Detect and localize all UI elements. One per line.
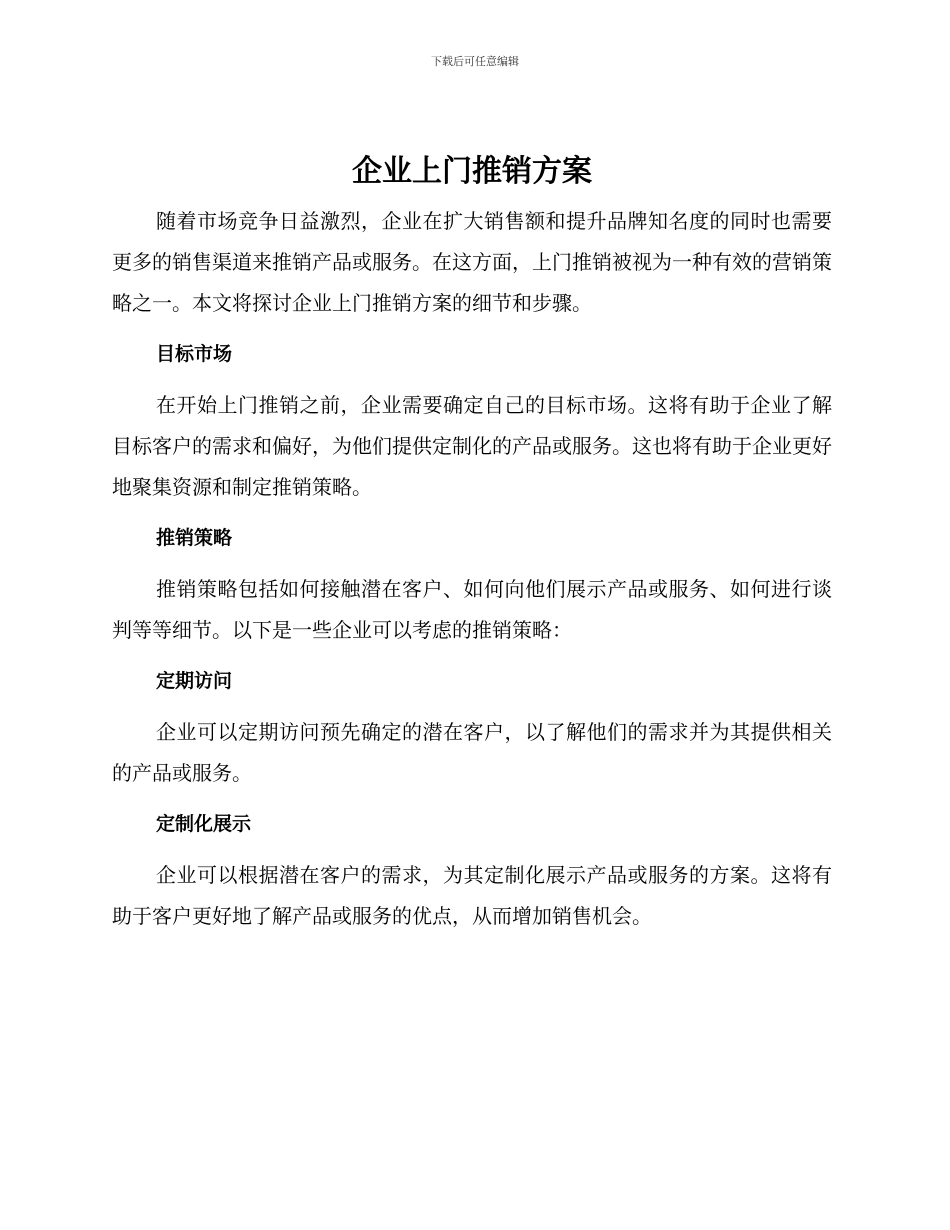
page-header-note: 下载后可任意编辑 — [431, 55, 519, 68]
section-paragraph: 企业可以定期访问预先确定的潜在客户，以了解他们的需求并为其提供相关的产品或服务。 — [112, 720, 832, 785]
document-title: 企业上门推销方案 — [352, 154, 592, 189]
intro-paragraph: 随着市场竞争日益激烈，企业在扩大销售额和提升品牌知名度的同时也需要更多的销售渠道来推销产品或服务。在这方面，上门推销被视为一种有效的营销策略之一。本文将探讨企业上门推销方案的细节和步骤。 — [112, 209, 832, 315]
section-paragraph: 企业可以根据潜在客户的需求，为其定制化展示产品或服务的方案。这将有助于客户更好地了解产品或服务的优点，从而增加销售机会。 — [112, 863, 832, 928]
section-custom-presentation — [112, 804, 832, 937]
section-heading: 推销策略 — [156, 527, 233, 549]
section-heading: 定制化展示 — [156, 813, 252, 835]
section-paragraph: 推销策略包括如何接触潜在客户、如何向他们展示产品或服务、如何进行谈判等等细节。以下是一些企业可以考虑的推销策略： — [112, 577, 832, 642]
section-paragraph: 在开始上门推销之前，企业需要确定自己的目标市场。这将有助于企业了解目标客户的需求和偏好，为他们提供定制化的产品或服务。这也将有助于企业更好地聚集资源和制定推销策略。 — [112, 393, 832, 499]
section-heading: 目标市场 — [156, 343, 233, 365]
section-sales-strategy — [112, 518, 832, 651]
document-body — [112, 152, 832, 937]
section-heading: 定期访问 — [156, 670, 233, 692]
section-target-market — [112, 334, 832, 508]
section-regular-visits — [112, 661, 832, 794]
